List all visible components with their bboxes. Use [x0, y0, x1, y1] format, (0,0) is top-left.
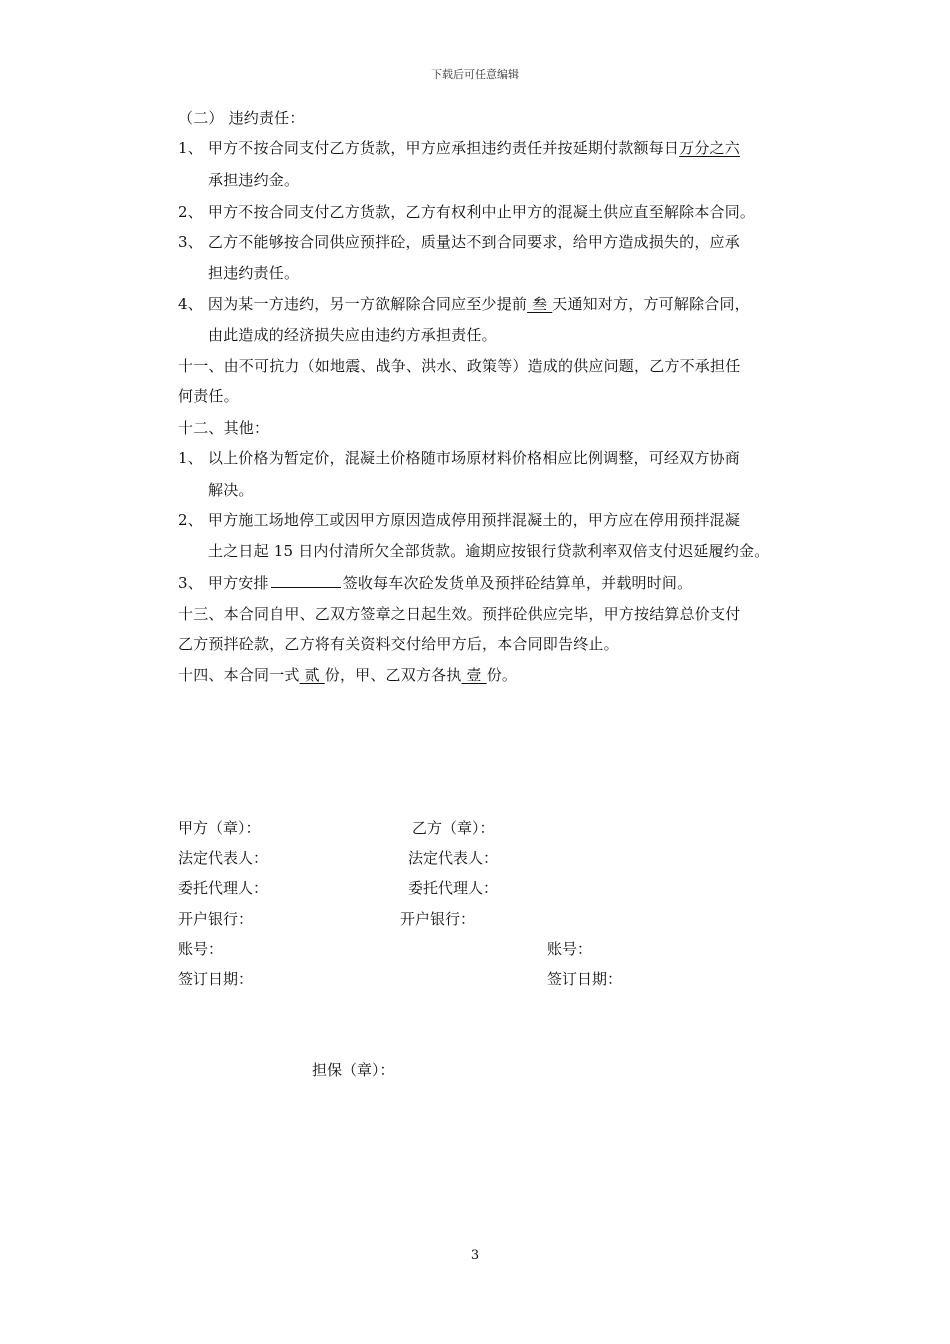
blank-line: [271, 572, 341, 588]
other-clause-2-cont: 土之日起 15 日内付清所欠全部货款。逾期应按银行贷款利率双倍支付迟延履约金。: [208, 542, 770, 560]
other-clause-1-cont: 解决。: [208, 481, 254, 499]
party-b-seal-label: 乙方（章）：: [412, 819, 495, 837]
article-13-cont: 乙方预拌砼款，乙方将有关资料交付给甲方后，本合同即告终止。: [178, 635, 619, 653]
clause-3-cont: 担违约责任。: [208, 264, 300, 282]
clause-text: 1、 甲方不按合同支付乙方货款，甲方应承担违约责任并按延期付款额每日: [178, 139, 680, 157]
article-13-line: 十三、本合同自甲、乙双方签章之日起生效。预拌砼供应完毕，甲方按结算总价支付: [178, 605, 741, 623]
clause-4-line: [178, 294, 750, 314]
party-b-legal-rep-label: 法定代表人：: [408, 849, 499, 867]
party-b-agent-label: 委托代理人：: [408, 879, 499, 897]
clause-1-cont: 承担违约金。: [208, 171, 300, 189]
clause-text: 天通知对方，方可解除合同，: [552, 295, 750, 313]
clause-3-line: 3、 乙方不能够按合同供应预拌砼，质量达不到合同要求，给甲方造成损失的，应承: [178, 233, 740, 251]
party-a-legal-rep-label: 法定代表人：: [178, 849, 269, 867]
article-11-line: 十一、由不可抗力（如地震、战争、洪水、政策等）造成的供应问题，乙方不承担任: [178, 357, 741, 375]
party-a-agent-label: 委托代理人：: [178, 879, 269, 897]
clause-text: 签收每车次砼发货单及预拌砼结算单，并载明时间。: [342, 574, 693, 592]
page-header: 下载后可任意编辑: [431, 68, 519, 81]
clause-4-cont: 由此造成的经济损失应由违约方承担责任。: [208, 326, 497, 344]
clause-text: 4、 因为某一方违约，另一方欲解除合同应至少提前: [178, 295, 528, 313]
underlined-days: 叁: [527, 295, 553, 313]
underlined-copies-each: 壹: [461, 666, 487, 684]
section-heading-breach: （二） 违约责任：: [178, 109, 305, 127]
other-clause-2-line: 2、 甲方施工场地停工或因甲方原因造成停用预拌混凝土的，甲方应在停用预拌混凝: [178, 511, 740, 529]
party-a-bank-label: 开户银行：: [178, 910, 254, 928]
underlined-rate: 万分之六: [679, 139, 740, 157]
article-14-line: [178, 665, 517, 685]
party-a-seal-label: 甲方（章）：: [178, 819, 261, 837]
guarantor-seal-label: 担保（章）：: [312, 1061, 395, 1079]
clause-text: 份，甲、乙双方各执: [324, 666, 462, 684]
party-b-account-label: 账号：: [547, 940, 593, 958]
party-b-bank-label: 开户银行：: [400, 910, 476, 928]
article-12-heading: 十二、其他：: [178, 419, 270, 437]
party-a-account-label: 账号：: [178, 940, 224, 958]
clause-text: 份。: [486, 666, 518, 684]
article-11-cont: 何责任。: [178, 387, 239, 405]
underlined-copies: 贰: [299, 666, 325, 684]
clause-2-line: 2、 甲方不按合同支付乙方货款，乙方有权利中止甲方的混凝土供应直至解除本合同。: [178, 203, 756, 221]
party-b-date-label: 签订日期：: [547, 970, 623, 988]
clause-text: 3、 甲方安排: [178, 574, 269, 592]
page-number: 3: [470, 1248, 480, 1263]
other-clause-3-line: [178, 572, 692, 593]
other-clause-1-line: 1、 以上价格为暂定价，混凝土价格随市场原材料价格相应比例调整，可经双方协商: [178, 449, 740, 467]
party-a-date-label: 签订日期：: [178, 970, 254, 988]
clause-text: 十四、本合同一式: [178, 666, 300, 684]
clause-1-line: [178, 138, 740, 158]
